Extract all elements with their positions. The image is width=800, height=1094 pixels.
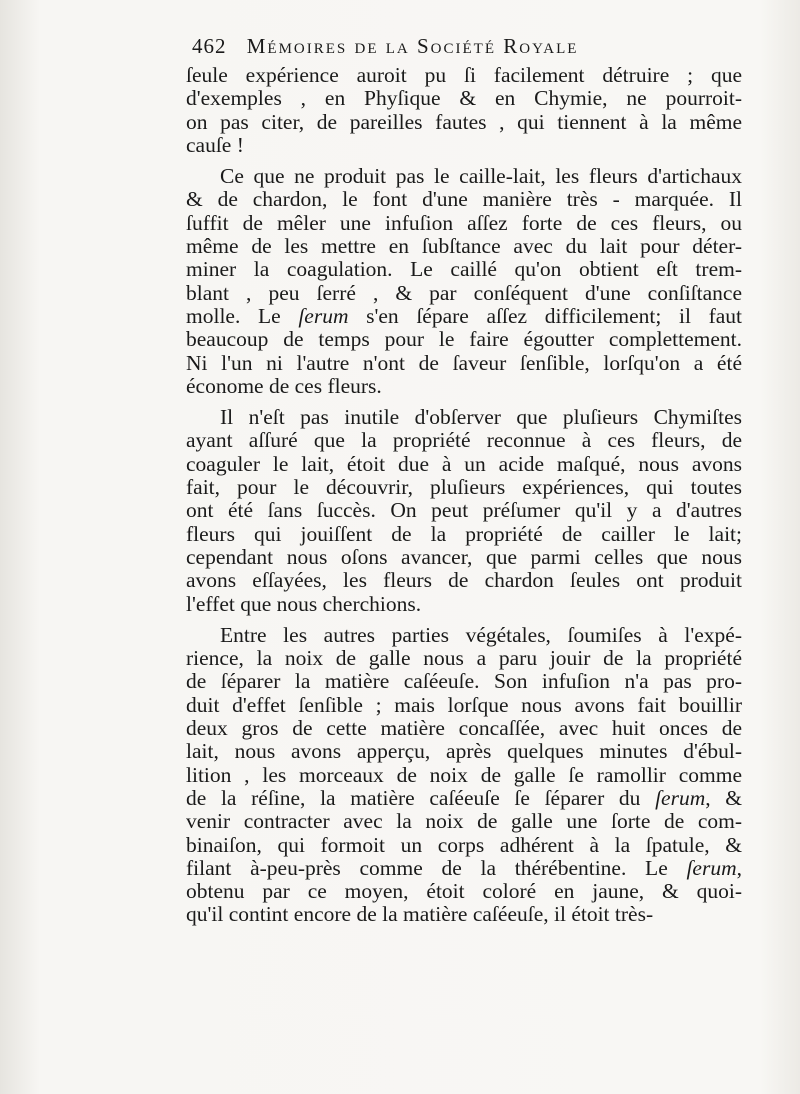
page-header (192, 34, 752, 59)
paragraph (186, 406, 742, 616)
paragraph (186, 624, 742, 927)
text-line: ſuffit de mêler une infuſion aſſez forte de ces fleurs, ou (186, 210, 742, 235)
text-line: de la réſine, la matière caſéeuſe ſe ſéparer du ſerum, & (186, 785, 742, 810)
page-number: 462 (192, 34, 227, 58)
text-line: lait, nous avons apperçu, après quelques minutes d'ébul- (186, 739, 742, 764)
text-line: Entre les autres parties végétales, ſoumiſes à l'expé- (220, 622, 742, 647)
text-line: Il n'eſt pas inutile d'obſerver que pluſieurs Chymiſtes (220, 405, 742, 430)
text-line: l'effet que nous cherchions. (186, 591, 422, 616)
text-line: avons eſſayées, les fleurs de chardon ſeules ont produit (186, 568, 742, 593)
text-line: binaiſon, qui formoit un corps adhérent à la ſpatule, & (186, 832, 742, 857)
text-line: molle. Le ſerum s'en ſépare aſſez difficilement; il faut (186, 303, 742, 328)
text-line: même de les mettre en ſubſtance avec du lait pour déter- (186, 234, 742, 259)
text-line: duit d'effet ſenſible ; mais lorſque nous avons fait bouillir (186, 692, 742, 717)
text-line: fleurs qui jouiſſent de la propriété de cailler le lait; (186, 521, 742, 546)
paragraph (186, 165, 742, 398)
text-line: coaguler le lait, étoit due à un acide maſqué, nous avons (186, 451, 742, 476)
text-line: rience, la noix de galle nous a paru jouir de la propriété (186, 646, 742, 671)
text-line: économe de ces fleurs. (186, 373, 382, 398)
running-title: Mémoires de la Société Royale (246, 34, 579, 58)
body-text (186, 64, 742, 927)
text-line: cependant nous oſons avancer, que parmi celles que nous (186, 544, 742, 569)
text-line: lition , les morceaux de noix de galle ſe ramollir comme (186, 762, 742, 787)
text-line: obtenu par ce moyen, étoit coloré en jaune, & quoi- (186, 879, 742, 904)
text-line: deux gros de cette matière concaſſée, avec huit onces de (186, 716, 742, 741)
text-line: d'exemples , en Phyſique & en Chymie, ne pourroit- (186, 86, 742, 111)
text-line: ayant aſſuré que la propriété reconnue à ces fleurs, de (186, 428, 742, 453)
text-line: on pas citer, de pareilles fautes , qui tiennent à la même (186, 109, 742, 134)
text-line: fait, pour le découvrir, pluſieurs expériences, qui toutes (186, 475, 742, 500)
text-line: de ſéparer la matière caſéeuſe. Son infuſion n'a pas pro- (186, 669, 742, 694)
paragraph (186, 64, 742, 157)
text-line: filant à-peu-près comme de la thérébentine. Le ſerum, (186, 855, 742, 880)
text-line: & de chardon, le font d'une manière très - marquée. Il (186, 187, 742, 212)
text-line: ſeule expérience auroit pu ſi facilement détruire ; que (186, 63, 742, 87)
text-line: beaucoup de temps pour le faire égoutter complettement. (186, 327, 742, 352)
text-line: blant , peu ſerré , & par conſéquent d'une conſiſtance (186, 280, 742, 305)
text-line: miner la coagulation. Le caillé qu'on obtient eſt trem- (186, 257, 742, 282)
text-line: venir contracter avec la noix de galle une ſorte de com- (186, 809, 742, 834)
text-line: ont été ſans ſuccès. On peut préſumer qu'il y a d'autres (186, 498, 742, 523)
text-line: cauſe ! (186, 132, 244, 157)
text-line: qu'il contint encore de la matière caſéeuſe, il étoit très- (186, 902, 654, 927)
text-line: Ce que ne produit pas le caille-lait, les fleurs d'artichaux (220, 164, 742, 189)
text-line: Ni l'un ni l'autre n'ont de ſaveur ſenſible, lorſqu'on a été (186, 350, 742, 375)
